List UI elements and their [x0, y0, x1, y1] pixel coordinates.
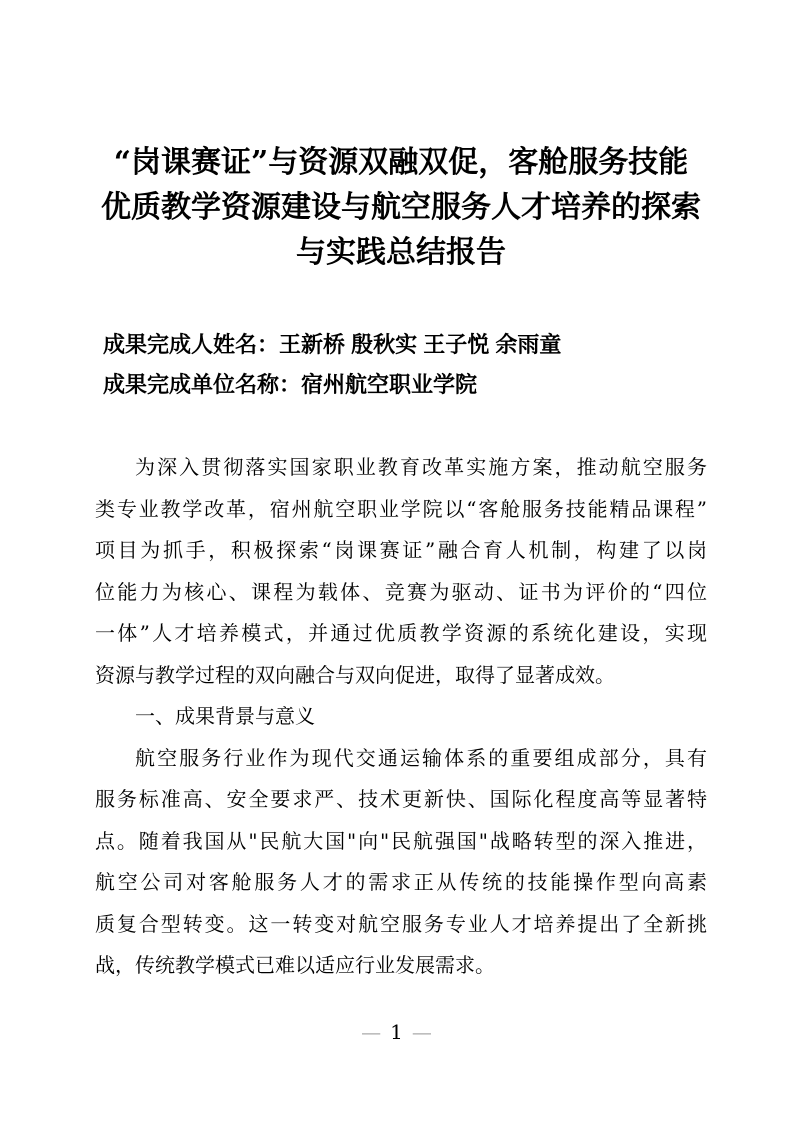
title-line-1: “岗课赛证”与资源双融双促，客舱服务技能 [113, 145, 689, 180]
title-line-3: 与实践总结报告 [296, 235, 506, 270]
footer-dash-right: — [411, 1019, 432, 1044]
paragraph2-line: 航空公司对客舱服务人才的需求正从传统的技能操作型向高素 [95, 870, 707, 894]
organization-label: 成果完成单位名称： [103, 372, 302, 397]
meta-block [103, 325, 707, 405]
authors-value: 王新桥 殷秋实 王子悦 余雨童 [279, 332, 562, 357]
paragraph1-line: 一体”人才培养模式，并通过优质教学资源的系统化建设，实现 [95, 621, 707, 645]
paragraph2-line: 质复合型转变。这一转变对航空服务专业人才培养提出了全新挑 [95, 911, 707, 936]
title-line-2: 优质教学资源建设与航空服务人才培养的探索 [101, 190, 701, 225]
paragraph1-line: 类专业教学改革，宿州航空职业学院以“客舱服务技能精品课程” [95, 496, 707, 521]
paragraph1-line: 项目为抓手，积极探索“岗课赛证”融合育人机制，构建了以岗 [95, 538, 707, 562]
page-footer [0, 1012, 793, 1052]
document-body [95, 447, 707, 987]
paragraph2-line: 战，传统教学模式已难以适应行业发展需求。 [95, 953, 495, 977]
paragraph2-line: 航空服务行业作为现代交通运输体系的重要组成部分，具有 [135, 745, 707, 770]
paragraph2-line: 点。随着我国从"民航大国"向"民航强国"战略转型的深入推进， [95, 828, 707, 853]
page-title [95, 140, 707, 275]
footer-dash-left: — [361, 1019, 382, 1044]
paragraph1-line: 资源与教学过程的双向融合与双向促进，取得了显著成效。 [95, 662, 615, 687]
paragraph1-line: 为深入贯彻落实国家职业教育改革实施方案，推动航空服务 [135, 455, 707, 479]
section-heading-1: 一、成果背景与意义 [135, 704, 315, 728]
organization-line [103, 365, 707, 405]
authors-line [103, 325, 707, 365]
paragraph2-line: 服务标准高、安全要求严、技术更新快、国际化程度高等显著特 [95, 787, 707, 811]
page-number: 1 [390, 1019, 403, 1044]
paragraph1-line: 位能力为核心、课程为载体、竞赛为驱动、证书为评价的“四位 [95, 579, 707, 604]
authors-label: 成果完成人姓名： [103, 332, 280, 357]
organization-value: 宿州航空职业学院 [301, 372, 478, 397]
